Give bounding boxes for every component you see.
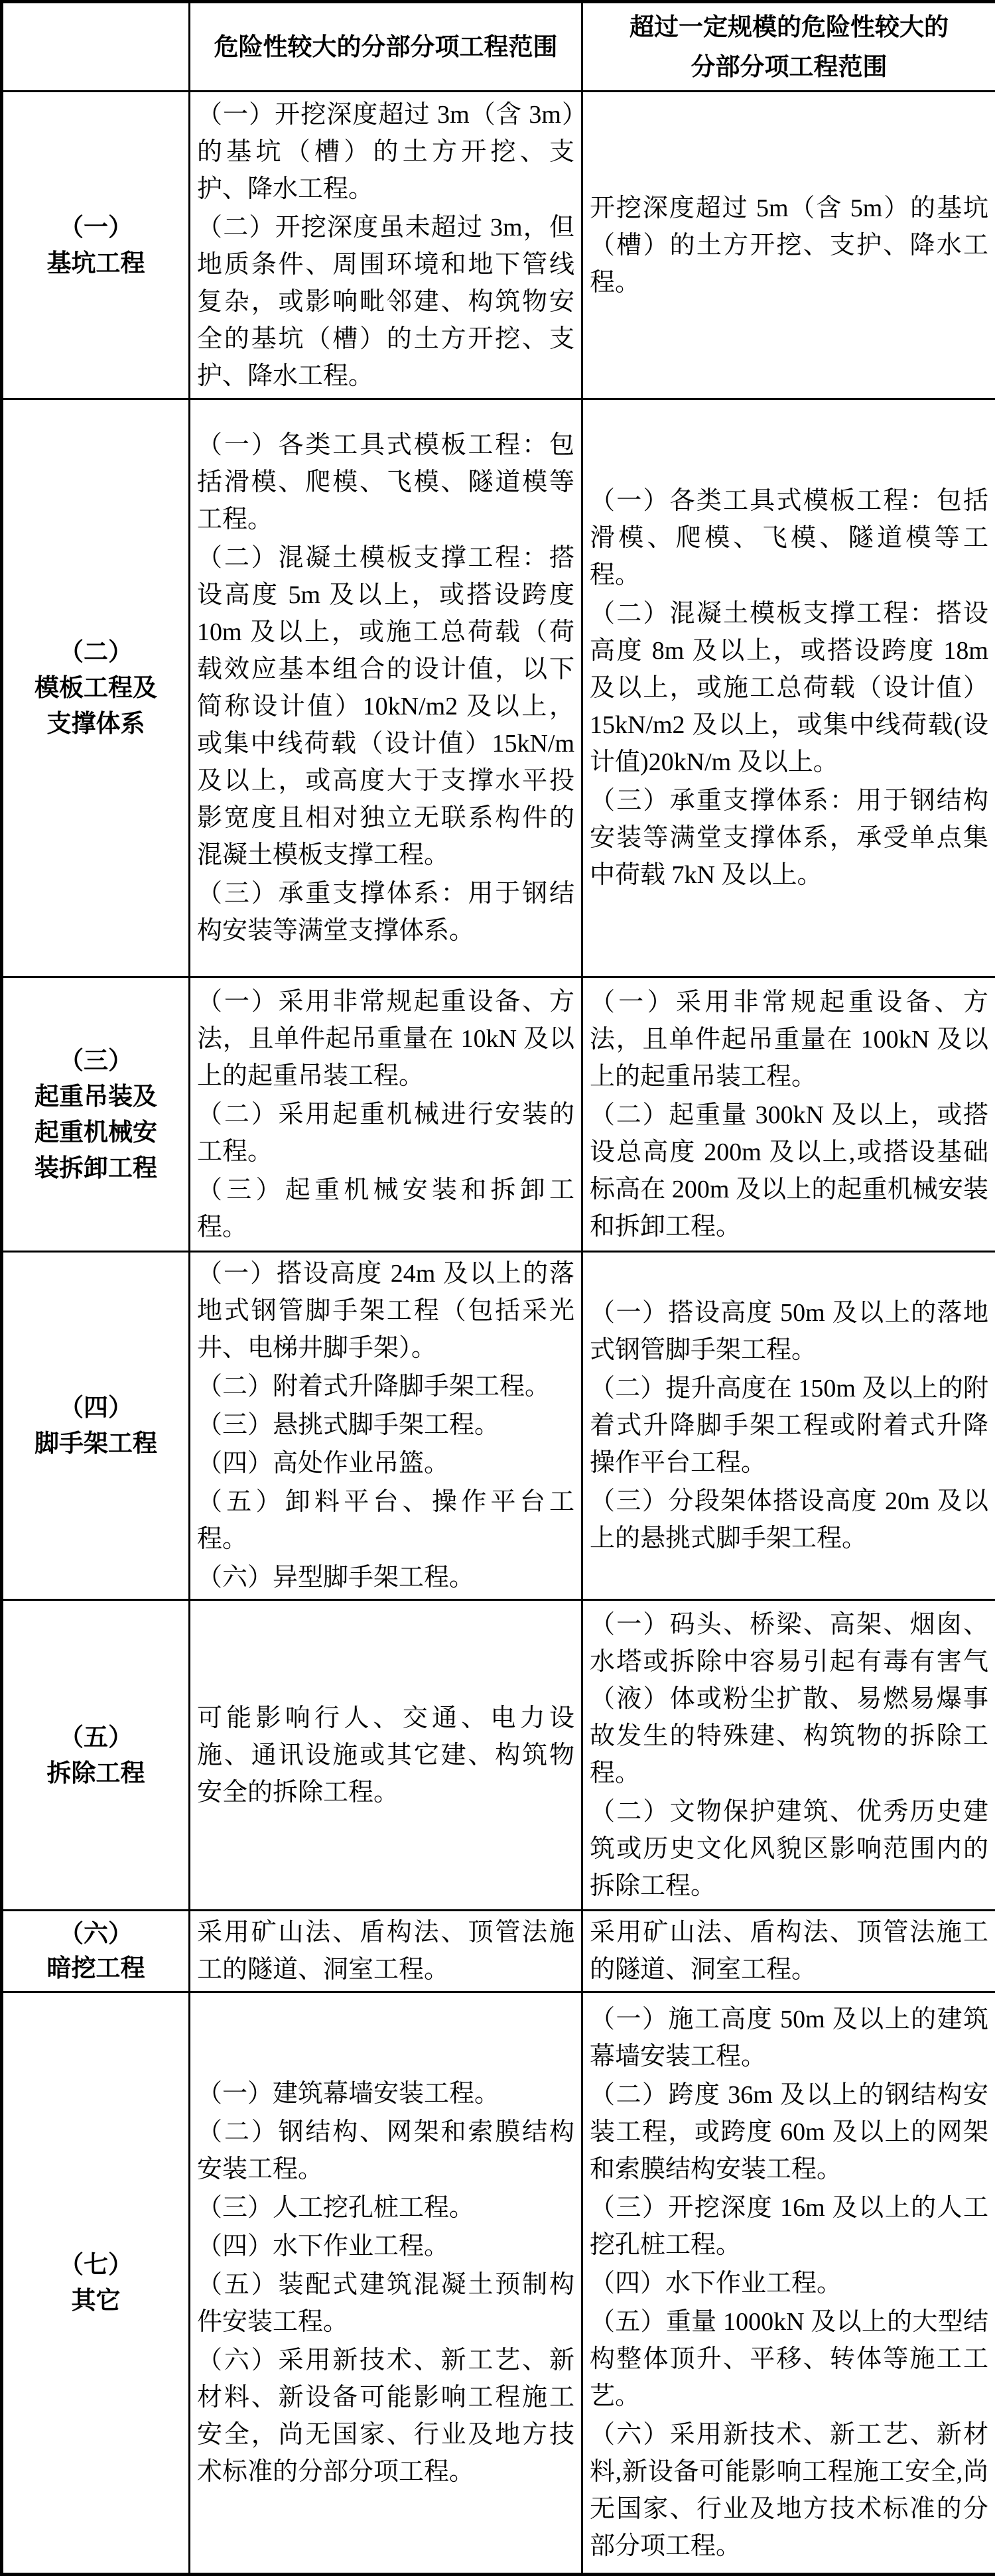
scope-paragraph: （五）装配式建筑混凝土预制构件安装工程。: [197, 2266, 574, 2340]
over-scale-paragraph: （二）混凝土模板支撑工程：搭设高度 8m 及以上，或搭设跨度 18m 及以上，或施工总荷载（设计值）15kN/m2 及以上，或集中线荷载(设计值)20kN/m 及以上。: [590, 595, 988, 781]
over-scale-paragraph: 开挖深度超过 5m（含 5m）的基坑（槽）的土方开挖、支护、降水工程。: [590, 190, 988, 301]
category-line: 支撑体系: [6, 706, 186, 742]
scope-paragraph: （四）水下作业工程。: [197, 2228, 574, 2265]
header-over-scale-cell: 超过一定规模的危险性较大的分部分项工程范围: [582, 2, 995, 92]
scope-paragraph: （三）起重机械安装和拆卸工程。: [197, 1172, 574, 1246]
category-line: 脚手架工程: [6, 1426, 186, 1461]
scope-paragraph: （一）采用非常规起重设备、方法，且单件起吊重量在 10kN 及以上的起重吊装工程。: [197, 983, 574, 1095]
over-scale-paragraph: （二）提升高度在 150m 及以上的附着式升降脚手架工程或附着式升降操作平台工程。: [590, 1370, 988, 1481]
category-line: （六）: [6, 1917, 186, 1951]
category-line: 模板工程及: [6, 670, 186, 706]
category-cell: [2, 1600, 190, 1911]
over-scale-paragraph: （一）搭设高度 50m 及以上的落地式钢管脚手架工程。: [590, 1294, 988, 1369]
over-scale-paragraph: （一）采用非常规起重设备、方法，且单件起吊重量在 100kN 及以上的起重吊装工程。: [590, 984, 988, 1095]
scope-paragraph: （五）卸料平台、操作平台工程。: [197, 1483, 574, 1558]
scope-paragraph: （六）异型脚手架工程。: [197, 1559, 574, 1596]
over-scale-paragraph: （一）施工高度 50m 及以上的建筑幕墙安装工程。: [590, 2001, 988, 2075]
category-cell: [2, 1992, 190, 2575]
scope-paragraph: （二）采用起重机械进行安装的工程。: [197, 1096, 574, 1170]
category-line: （七）: [6, 2247, 186, 2283]
scope-paragraph: 可能影响行人、交通、电力设施、通讯设施或其它建、构筑物安全的拆除工程。: [197, 1700, 574, 1811]
category-line: （二）: [6, 634, 186, 670]
category-line: （五）: [6, 1720, 186, 1755]
table-row: [2, 399, 995, 977]
category-cell: [2, 1252, 190, 1600]
scope-cell: [190, 92, 582, 399]
table-row: [2, 1992, 995, 2575]
table-row: [2, 1600, 995, 1911]
over-scale-cell: [582, 1600, 995, 1911]
table-row: [2, 1911, 995, 1992]
scope-paragraph: （二）混凝土模板支撑工程：搭设高度 5m 及以上，或搭设跨度 10m 及以上，或施工总荷载（荷载效应基本组合的设计值，以下简称设计值）10kN/m2 及以上，或集中线荷载（设计值）15kN/m 及以上，或高度大于支撑水平投影宽度且相对独立无联系构件的混凝土模板支撑工程。: [197, 539, 574, 874]
over-scale-paragraph: （三）承重支撑体系：用于钢结构安装等满堂支撑体系，承受单点集中荷载 7kN 及以上。: [590, 782, 988, 894]
category-cell: [2, 399, 190, 977]
over-scale-cell: [582, 1992, 995, 2575]
scope-cell: [190, 1600, 582, 1911]
category-cell: [2, 977, 190, 1252]
category-line: 暗挖工程: [6, 1951, 186, 1986]
scope-paragraph: （一）搭设高度 24m 及以上的落地式钢管脚手架工程（包括采光井、电梯井脚手架）。: [197, 1255, 574, 1367]
category-line: 起重机械安: [6, 1115, 186, 1150]
category-line: 基坑工程: [6, 245, 186, 281]
scope-cell: [190, 399, 582, 977]
scope-paragraph: （二）钢结构、网架和索膜结构安装工程。: [197, 2114, 574, 2188]
scope-paragraph: （三）人工挖孔桩工程。: [197, 2189, 574, 2226]
over-scale-paragraph: （二）文物保护建筑、优秀历史建筑或历史文化风貌区影响范围内的拆除工程。: [590, 1793, 988, 1905]
table-row: [2, 977, 995, 1252]
over-scale-paragraph: （三）开挖深度 16m 及以上的人工挖孔桩工程。: [590, 2189, 988, 2264]
scope-cell: [190, 977, 582, 1252]
over-scale-cell: [582, 1252, 995, 1600]
category-line: 拆除工程: [6, 1755, 186, 1791]
category-line: （四）: [6, 1390, 186, 1426]
scope-paragraph: （二）开挖深度虽未超过 3m，但地质条件、周围环境和地下管线复杂，或影响毗邻建、构筑物安全的基坑（槽）的土方开挖、支护、降水工程。: [197, 209, 574, 395]
over-scale-paragraph: （五）重量 1000kN 及以上的大型结构整体顶升、平移、转体等施工工艺。: [590, 2303, 988, 2415]
category-cell: [2, 1911, 190, 1992]
scope-paragraph: 采用矿山法、盾构法、顶管法施工的隧道、洞室工程。: [197, 1914, 574, 1988]
category-line: （三）: [6, 1043, 186, 1079]
over-scale-paragraph: 采用矿山法、盾构法、顶管法施工的隧道、洞室工程。: [590, 1914, 988, 1988]
category-line: 起重吊装及: [6, 1079, 186, 1115]
category-line: 其它: [6, 2283, 186, 2319]
scope-cell: [190, 1252, 582, 1600]
over-scale-cell: [582, 1911, 995, 1992]
over-scale-cell: [582, 977, 995, 1252]
scope-paragraph: （一）建筑幕墙安装工程。: [197, 2075, 574, 2112]
scope-paragraph: （一）各类工具式模板工程：包括滑模、爬模、飞模、隧道模等工程。: [197, 427, 574, 538]
table-row: [2, 92, 995, 399]
scope-paragraph: （二）附着式升降脚手架工程。: [197, 1368, 574, 1405]
category-line: 装拆卸工程: [6, 1150, 186, 1186]
category-cell: [2, 92, 190, 399]
scope-cell: [190, 1992, 582, 2575]
over-scale-paragraph: （二）起重量 300kN 及以上，或搭设总高度 200m 及以上,或搭设基础标高在 200m 及以上的起重机械安装和拆卸工程。: [590, 1097, 988, 1245]
over-scale-paragraph: （三）分段架体搭设高度 20m 及以上的悬挑式脚手架工程。: [590, 1483, 988, 1557]
over-scale-cell: [582, 92, 995, 399]
over-scale-paragraph: （六）采用新技术、新工艺、新材料,新设备可能影响工程施工安全,尚无国家、行业及地方技术标准的分部分项工程。: [590, 2416, 988, 2565]
over-scale-cell: [582, 399, 995, 977]
category-line: （一）: [6, 210, 186, 245]
scope-paragraph: （四）高处作业吊篮。: [197, 1445, 574, 1482]
header-category-cell: [2, 2, 190, 92]
over-scale-paragraph: （四）水下作业工程。: [590, 2265, 988, 2302]
table-row: [2, 1252, 995, 1600]
over-scale-paragraph: （一）各类工具式模板工程：包括滑模、爬模、飞模、隧道模等工程。: [590, 482, 988, 594]
over-scale-paragraph: （一）码头、桥梁、高架、烟囱、水塔或拆除中容易引起有毒有害气（液）体或粉尘扩散、易燃易爆事故发生的特殊建、构筑物的拆除工程。: [590, 1606, 988, 1792]
scope-paragraph: （六）采用新技术、新工艺、新材料、新设备可能影响工程施工安全，尚无国家、行业及地方技术标准的分部分项工程。: [197, 2342, 574, 2490]
scope-cell: [190, 1911, 582, 1992]
scope-paragraph: （三）悬挑式脚手架工程。: [197, 1406, 574, 1444]
over-scale-paragraph: （二）跨度 36m 及以上的钢结构安装工程，或跨度 60m 及以上的网架和索膜结构安装工程。: [590, 2076, 988, 2188]
scope-paragraph: （一）开挖深度超过 3m（含 3m）的基坑（槽）的土方开挖、支护、降水工程。: [197, 96, 574, 208]
header-row: [2, 2, 995, 92]
header-scope-cell: 危险性较大的分部分项工程范围: [190, 2, 582, 92]
scope-paragraph: （三）承重支撑体系：用于钢结构安装等满堂支撑体系。: [197, 875, 574, 949]
